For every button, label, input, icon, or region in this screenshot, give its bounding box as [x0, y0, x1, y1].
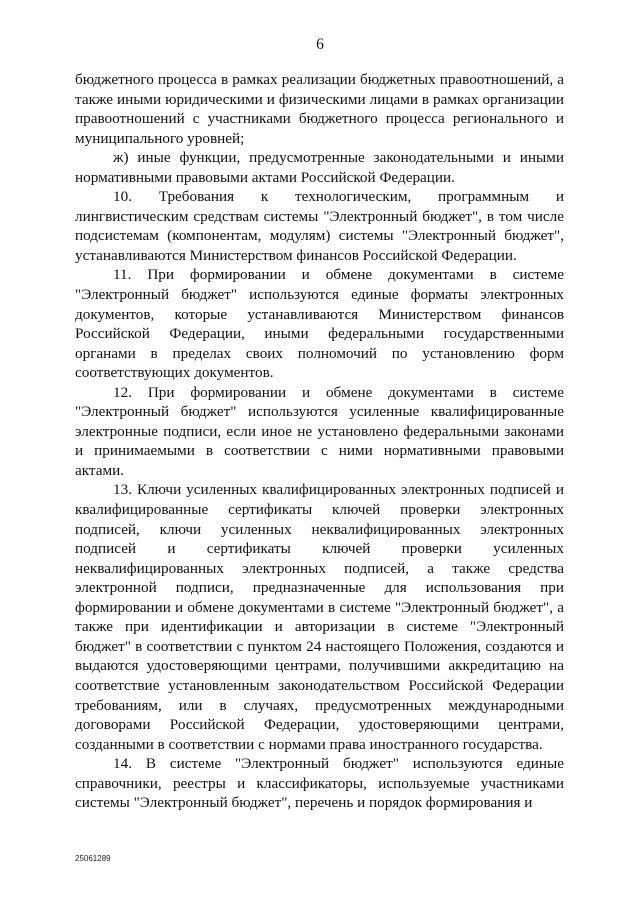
paragraph-continuation: бюджетного процесса в рамках реализации бюджетных правоотношений, а также иными юридическими и физическими лицами в рамках организации правоотношений с участниками бюджетного процесса регионального и муниципального уровней;	[75, 71, 564, 147]
paragraph-item-zh: ж) иные функции, предусмотренные законодательными и иными нормативными правовыми актами Российской Федерации.	[75, 149, 564, 186]
page-number: 6	[316, 36, 324, 53]
paragraph-12: 12. При формировании и обмене документами в системе "Электронный бюджет" используются усиленные квалифицированные электронные подписи, если иное не установлено федеральными законами и принимаемыми в соответствии с ними нормативными правовыми актами.	[75, 383, 564, 479]
paragraph-11: 11. При формировании и обмене документами в системе "Электронный бюджет" используются единые форматы электронных документов, которые устанавливаются Министерством финансов Российской Федерации, иными федеральными государственными органами в пределах своих полномочий по установлению форм соответствующих документов.	[75, 266, 564, 382]
document-body	[75, 70, 564, 813]
paragraph-14: 14. В системе "Электронный бюджет" используются единые справочники, реестры и классификаторы, используемые участниками системы "Электронный бюджет", перечень и порядок формирования и	[75, 755, 564, 812]
paragraph-13: 13. Ключи усиленных квалифицированных электронных подписей и квалифицированные сертификаты ключей проверки электронных подписей, ключи усиленных неквалифицированных электронных подписей и сертификаты ключей проверки усиленных неквалифицированных электронных подписей, а также средства электронной подписи, предназначенные для использования при формировании и обмене документами в системе "Электронный бюджет", а также при идентификации и авторизации в системе "Электронный бюджет" в соответствии с пунктом 24 настоящего Положения, создаются и выдаются удостоверяющими центрами, получившими аккредитацию на соответствие установленным законодательством Российской Федерации требованиям, или в случаях, предусмотренных международными договорами Российской Федерации, удостоверяющими центрами, созданными в соответствии с нормами права иностранного государства.	[75, 481, 564, 753]
document-code: 25061289	[75, 854, 111, 863]
paragraph-10: 10. Требования к технологическим, программным и лингвистическим средствам системы "Электронный бюджет", в том числе подсистемам (компонентам, модулям) системы "Электронный бюджет", устанавливаются Министерством финансов Российской Федерации.	[75, 188, 564, 264]
